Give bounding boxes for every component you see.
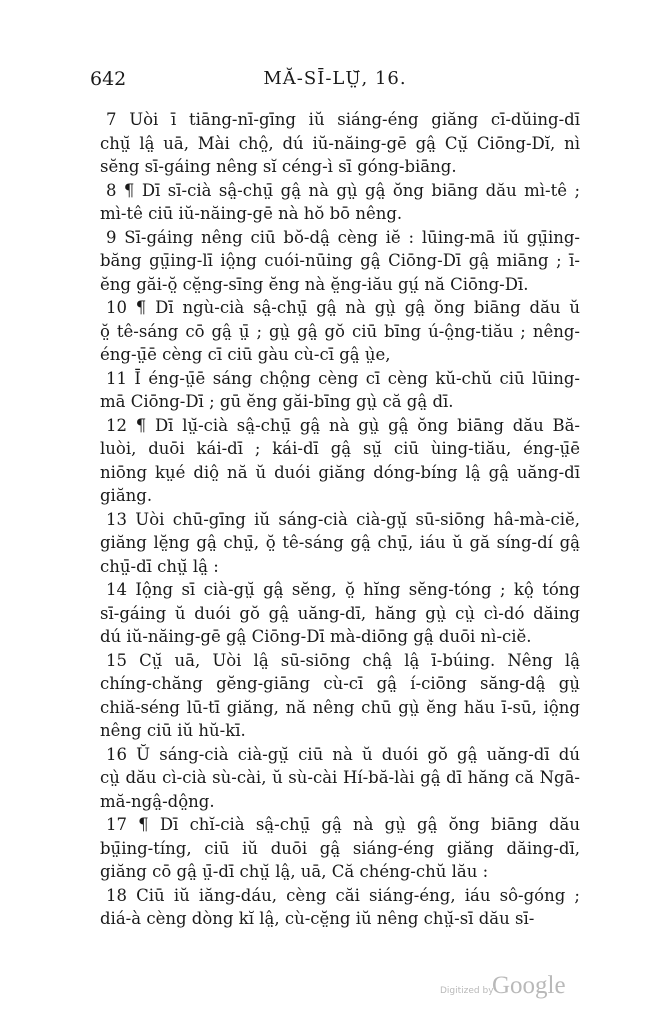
- text-line: sī-gáing ŭ duói gŏ gâ̤ uăng-dī, hăng gṳ̀ cṳ̀ cì-dó dăing: [100, 603, 580, 623]
- text-line: giăng lĕ̤ng gâ̤ chṳ̄, ŏ̤ tê-sáng gâ̤ chṳ̄, iáu ŭ gă síng-dí gâ̤: [100, 533, 580, 552]
- body-text: [100, 108, 580, 931]
- text-line: niōng kṳé diô̤ nă ŭ duói giăng dóng-bíng lâ̤ gâ̤ uăng-dī: [100, 462, 580, 482]
- text-line: diá-à cèng dòng kĭ lâ̤, cù-cĕ̤ng iŭ nêng chṳ̆-sī dău sī-: [100, 909, 535, 928]
- text-line: 16 Ŭ sáng-cià cià-gṳ̆ ciū nà ŭ duói gŏ gâ̤ uăng-dī dú: [106, 744, 580, 764]
- text-line: 12 ¶ Dī lṳ̆-cià sâ̤-chṳ̄ gâ̤ nà gṳ̀ gâ̤ ŏng biāng dău Bă-: [106, 415, 580, 435]
- text-line: ĕng găi-ŏ̤ cĕ̤ng-sīng ĕng nà ĕ̤ng-iău gṳ́ nă Ciōng-Dī.: [100, 274, 529, 294]
- text-line: 14 Iô̤ng sī cià-gṳ̆ gâ̤ sĕng, ŏ̤ hĭng sĕng-tóng ; kô̤ tóng: [106, 580, 580, 599]
- text-line: chṳ̄-dī chṳ̆ lâ̤ :: [100, 556, 219, 576]
- digitized-label: Digitized by: [440, 986, 494, 996]
- text-line: chíng-chăng gĕng-giāng cù-cī gâ̤ í-ciōng săng-dâ̤ gṳ̀: [100, 674, 580, 693]
- text-line: 11 Ī éng-ṳ̄ē sáng chô̤ng cèng cī cèng kŭ-chŭ ciū lūing-: [106, 368, 580, 388]
- text-line: nêng ciū iŭ hŭ-kī.: [100, 721, 246, 740]
- text-line: 17 ¶ Dī chĭ-cià sâ̤-chṳ̄ gâ̤ nà gṳ̀ gâ̤ ŏng biāng dău: [106, 815, 580, 834]
- text-line: ŏ̤ tê-sáng cō gâ̤ ṳ̄ ; gṳ̀ gâ̤ gŏ ciū bīng ú-ô̤ng-tiău ; nêng-: [100, 321, 580, 341]
- text-line: éng-ṳ̄ē cèng cī ciū gàu cù-cī gâ̤ ṳ̀e,: [100, 345, 391, 364]
- running-title: MĂ-SĪ-LṲ̆, 16.: [263, 68, 407, 89]
- text-line: mă-ngâ̤-dô̤ng.: [100, 791, 215, 811]
- text-line: chiă-séng lū-tī giăng, nă nêng chū gṳ̀ ĕng hău ī-sū, iô̤ng: [100, 697, 580, 717]
- digitization-watermark: [440, 972, 580, 1004]
- text-line: mì-tê ciū iŭ-năing-gē nà hŏ bō nêng.: [100, 204, 403, 223]
- text-line: 18 Ciū iŭ iăng-dáu, cèng căi siáng-éng, iáu sô-góng ;: [106, 885, 580, 905]
- text-line: cṳ̀ dău cì-cià sù-cài, ŭ sù-cài Hí-bă-lài gâ̤ dī hăng că Ngā-: [100, 768, 580, 787]
- text-line: giăng cō gâ̤ ṳ̄-dī chṳ̆ lâ̤, uā, Că chéng-chŭ lău :: [100, 862, 489, 881]
- text-line: 13 Uòi chū-gīng iŭ sáng-cià cià-gṳ̆ sū-siōng hâ-mà-ciĕ,: [106, 509, 580, 529]
- text-line: băng gṳ̄ing-lī iô̤ng cuói-nūing gâ̤ Ciōng-Dī gâ̤ miāng ; ī-: [100, 251, 580, 270]
- text-line: 7 Uòi ī tiāng-nī-gīng iŭ siáng-éng giăng cī-dŭing-dī: [106, 110, 580, 129]
- text-line: chṳ̆ lâ̤ uā, Mài chô̤, dú iŭ-năing-gē gâ̤ Cṳ̆ Ciōng-Dĭ, nì: [100, 133, 580, 153]
- text-line: dú iŭ-năing-gē gâ̤ Ciōng-Dī mà-diōng gâ̤ duōi nì-ciĕ.: [100, 627, 532, 646]
- text-line: 8 ¶ Dī sī-cià sâ̤-chṳ̄ gâ̤ nà gṳ̀ gâ̤ ŏng biāng dău mì-tê ;: [106, 180, 580, 200]
- text-line: bṳ̄ing-tíng, ciū iŭ duōi gâ̤ siáng-éng giăng dăing-dī,: [100, 838, 580, 858]
- text-line: mā Ciōng-Dī ; gū ĕng găi-bīng gṳ̀ că gâ̤ dī.: [100, 392, 454, 411]
- text-line: giăng.: [100, 486, 153, 505]
- text-line: 9 Sī-gáing nêng ciū bŏ-dâ̤ cèng iĕ : lūing-mā iŭ gṳ̄ing-: [106, 227, 580, 247]
- text-line: 10 ¶ Dī ngù-cià sâ̤-chṳ̄ gâ̤ nà gṳ̀ gâ̤ ŏng biāng dău ŭ: [106, 298, 580, 317]
- page-number: 642: [90, 68, 127, 90]
- page-header: [90, 66, 580, 96]
- text-line: luòi, duōi kái-dī ; kái-dī gâ̤ sṳ̆ ciū ùing-tiău, éng-ṳ̄ē: [100, 439, 580, 458]
- text-line: sĕng sī-gáing nêng sĭ céng-ì sī góng-biāng.: [100, 157, 457, 176]
- google-logo: Google: [492, 972, 566, 999]
- text-line: 15 Cṳ̆ uā, Uòi lâ̤ sū-siōng châ̤ lâ̤ ī-búing. Nêng lâ̤: [106, 650, 580, 670]
